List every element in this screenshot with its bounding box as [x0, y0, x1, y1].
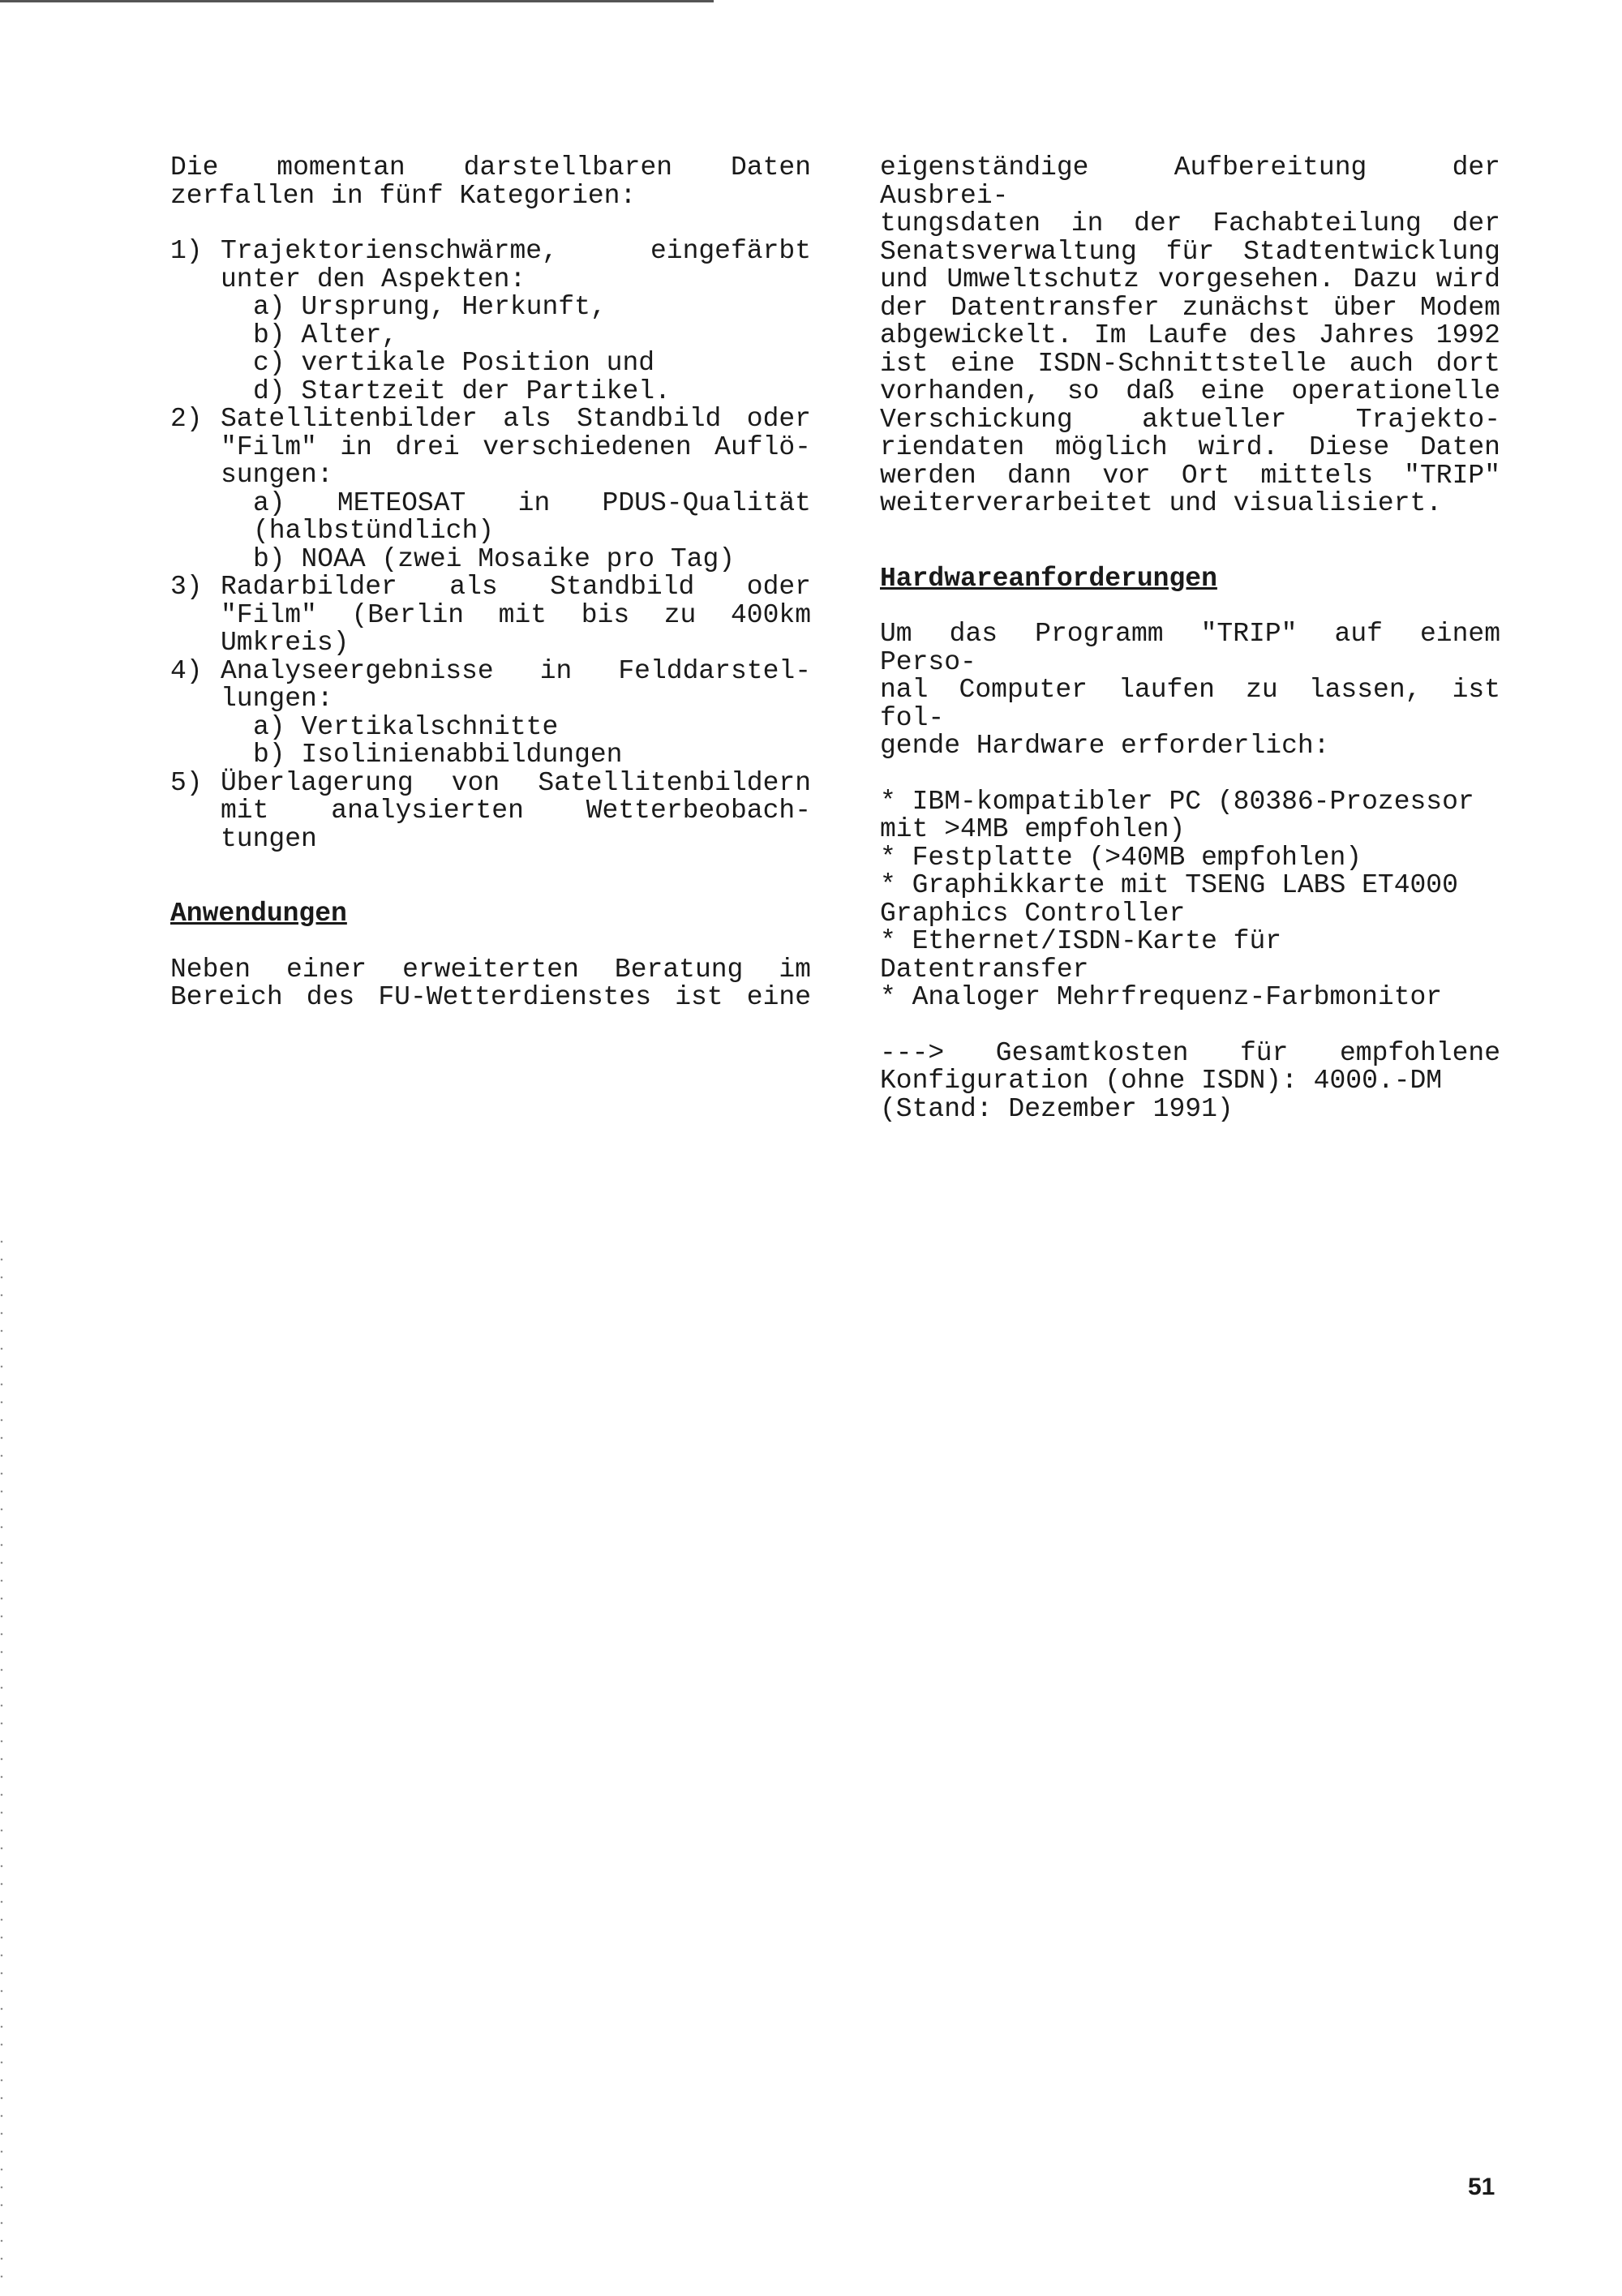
- right-column: [880, 154, 1500, 1123]
- paragraph-line: vorhanden, so daß eine operationelle: [880, 376, 1500, 406]
- sub-item: (halbstündlich): [253, 516, 495, 546]
- list-line: tungen: [221, 823, 317, 854]
- list-line: Umkreis): [221, 628, 350, 658]
- list-line: "Film" in drei verschiedenen Auflö-: [221, 431, 811, 462]
- paragraph-line: tungsdaten in der Fachabteilung der: [880, 208, 1500, 238]
- scan-margin-dots: [0, 1233, 3, 2279]
- list-line: sungen:: [221, 460, 333, 490]
- left-column: [170, 154, 811, 1012]
- cost-line: Konfiguration (ohne ISDN): 4000.-DM: [880, 1066, 1443, 1096]
- list-line: Trajektorienschwärme, eingefärbt: [221, 236, 811, 266]
- paragraph-line: Senatsverwaltung für Stadtentwicklung: [880, 236, 1500, 267]
- paragraph-line: und Umweltschutz vorgesehen. Dazu wird: [880, 264, 1500, 294]
- sub-item: b) Isolinienabbildungen: [253, 740, 623, 770]
- section-heading-anwendungen: Anwendungen: [170, 899, 347, 929]
- intro-line: Die momentan darstellbaren Daten: [170, 152, 811, 182]
- hardware-bullet: * Graphikkarte mit TSENG LABS ET4000: [880, 870, 1458, 900]
- list-item-1: [170, 238, 811, 406]
- page-number: 51: [1468, 2174, 1495, 2200]
- sub-item: b) NOAA (zwei Mosaike pro Tag): [253, 543, 736, 574]
- list-item-2: [170, 406, 811, 573]
- list-line: "Film" (Berlin mit bis zu 400km: [221, 599, 811, 630]
- list-item-4: [170, 655, 811, 770]
- sub-item: b) Alter,: [253, 320, 398, 350]
- paragraph-line: riendaten möglich wird. Diese Daten: [880, 432, 1500, 462]
- list-number: 2): [170, 404, 203, 434]
- sub-item: c) vertikale Position und: [253, 348, 655, 378]
- paragraph-line: gende Hardware erforderlich:: [880, 731, 1330, 761]
- sub-item: a) Ursprung, Herkunft,: [253, 292, 607, 322]
- list-line: mit analysierten Wetterbeobach-: [221, 796, 811, 826]
- paragraph-line: ist eine ISDN-Schnittstelle auch dort: [880, 348, 1500, 379]
- list-item-3: [170, 573, 811, 658]
- paragraph-line: Neben einer erweiterten Beratung im: [170, 954, 811, 985]
- hardware-bullet: * IBM-kompatibler PC (80386-Prozessor: [880, 786, 1474, 817]
- list-line: Analyseergebnisse in Felddarstel-: [221, 655, 811, 686]
- list-number: 5): [170, 767, 203, 798]
- list-number: 3): [170, 572, 203, 602]
- hardware-bullet: Graphics Controller: [880, 898, 1186, 929]
- list-line: Überlagerung von Satellitenbildern: [221, 767, 811, 798]
- paragraph-line: Um das Programm "TRIP" auf einem Perso-: [880, 619, 1500, 677]
- paragraph-line: weiterverarbeitet und visualisiert.: [880, 488, 1443, 518]
- list-item-5: [170, 767, 811, 854]
- intro-line: zerfallen in fünf Kategorien:: [170, 180, 637, 211]
- paragraph-line: abgewickelt. Im Laufe des Jahres 1992: [880, 320, 1500, 350]
- list-line: unter den Aspekten:: [221, 264, 526, 294]
- section-heading-hardware: Hardwareanforderungen: [880, 563, 1217, 594]
- sub-item: a) Vertikalschnitte: [253, 711, 559, 742]
- list-line: Radarbilder als Standbild oder: [221, 572, 811, 602]
- hardware-bullet: * Festplatte (>40MB empfohlen): [880, 842, 1362, 873]
- paragraph-line: eigenständige Aufbereitung der Ausbrei-: [880, 152, 1500, 211]
- cost-line: (Stand: Dezember 1991): [880, 1093, 1234, 1124]
- paragraph-line: Verschickung aktueller Trajekto-: [880, 404, 1500, 435]
- list-number: 4): [170, 655, 203, 686]
- sub-item: a) METEOSAT in PDUS-Qualität: [253, 487, 811, 518]
- hardware-bullet: * Ethernet/ISDN-Karte für Datentransfer: [880, 926, 1282, 985]
- sub-item: d) Startzeit der Partikel.: [253, 376, 671, 406]
- paragraph-line: der Datentransfer zunächst über Modem: [880, 292, 1500, 323]
- hardware-bullet: * Analoger Mehrfrequenz-Farbmonitor: [880, 982, 1443, 1012]
- cost-line: ---> Gesamtkosten für empfohlene: [880, 1037, 1500, 1068]
- paragraph-line: nal Computer laufen zu lassen, ist fol-: [880, 675, 1500, 733]
- top-rule: [0, 0, 714, 2]
- paragraph-line: Bereich des FU-Wetterdienstes ist eine: [170, 982, 811, 1012]
- hardware-bullet: mit >4MB empfohlen): [880, 814, 1186, 844]
- paragraph-line: werden dann vor Ort mittels "TRIP": [880, 460, 1500, 491]
- list-line: Satellitenbilder als Standbild oder: [221, 404, 811, 434]
- list-line: lungen:: [221, 684, 333, 714]
- list-number: 1): [170, 236, 203, 266]
